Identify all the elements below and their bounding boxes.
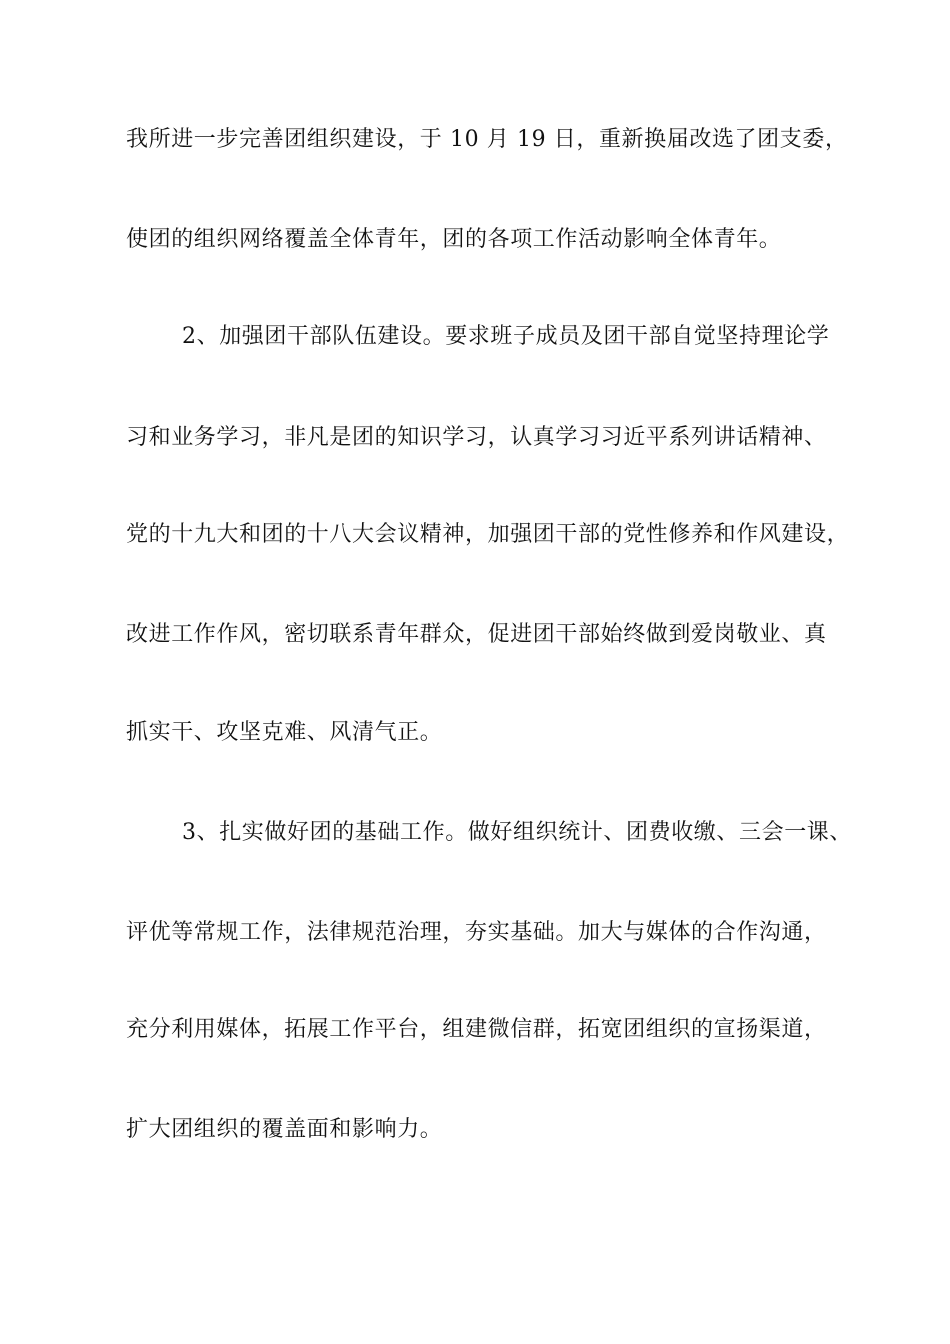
- text-line: 党的十九大和团的十八大会议精神，加强团干部的党性修养和作风建设，: [126, 522, 850, 547]
- text-line: 习和业务学习，非凡是团的知识学习，认真学习习近平系列讲话精神、: [126, 425, 827, 450]
- text-line: 评优等常规工作，法律规范治理，夯实基础。加大与媒体的合作沟通，: [126, 920, 827, 945]
- text-line: 充分利用媒体，拓展工作平台，组建微信群，拓宽团组织的宣扬渠道，: [126, 1017, 827, 1042]
- text-line: 我所进一步完善团组织建设，于 10 月 19 日，重新换届改选了团支委，: [126, 127, 848, 152]
- text-line: 抓实干、攻坚克难、风清气正。: [126, 720, 443, 745]
- paragraph-start-line: 3、扎实做好团的基础工作。做好组织统计、团费收缴、三会一课、: [182, 820, 852, 845]
- text-line: 改进工作作风，密切联系青年群众，促进团干部始终做到爱岗敬业、真: [126, 622, 827, 647]
- paragraph-start-line: 2、加强团干部队伍建设。要求班子成员及团干部自觉坚持理论学: [182, 324, 830, 349]
- text-line: 扩大团组织的覆盖面和影响力。: [126, 1117, 443, 1142]
- text-line: 使团的组织网络覆盖全体青年，团的各项工作活动影响全体青年。: [126, 227, 782, 252]
